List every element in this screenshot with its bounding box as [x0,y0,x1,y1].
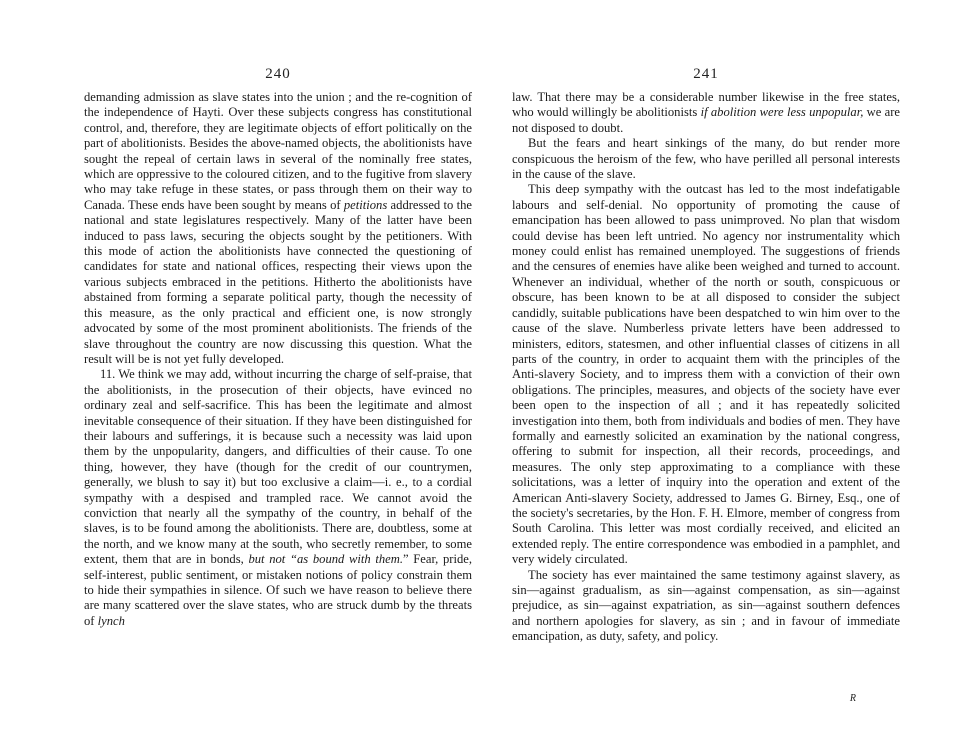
paragraph: The society has ever maintained the same testimony against slavery, as sin—against gradualism, as sin—against compensation, as sin—against prejudice, as sin—against expatriation, as sin—against southern defences and northern apologies for slavery, as sin ; and in favour of immediate emancipation, as duty, safety, and policy. [512,567,900,644]
paragraph: 11. We think we may add, without incurring the charge of self-praise, that the abolitionists, in the prosecution of their objects, have evinced no ordinary zeal and self-sacrifice. This has been the legitimate and almost inevitable consequence of their situation. If they have been distinguished for their labours and sufferings, it is because such a necessity was laid upon them by the unpopularity, dangers, and difficulties of their cause. To one thing, however, they have (though for the credit of our countrymen, generally, we blush to say it) but too exclusive a claim—i. e., to a cordial sympathy with a despised and trampled race. We cannot avoid the conviction that nearly all the sympathy of the country, in behalf of the slaves, is to be found among the abolitionists. There are, doubtless, some at the north, and we know many at the south, who secretly remember, to some extent, them that are in bonds, but not “as bound with them.” Fear, pride, self-interest, public sentiment, or mistaken notions of policy constrain them to hide their sympathies in silence. Of such we have reason to believe there are many scattered over the slave states, who are struck dumb by the threats of lynch [84,367,472,628]
left-page-text [84,90,472,629]
paragraph: demanding admission as slave states into the union ; and the re-cognition of the independence of Hayti. Over these subjects congress has constitutional control, and, therefore, they are legitimate objects of effort politically on the part of abolitionists. Besides the above-named objects, the abolitionists have sought the repeal of certain laws in several of the nominally free states, which are oppressive to the coloured citizen, and to the fugitive from slavery who may take refuge in these states, or pass through them on their way to Canada. These ends have been sought by means of petitions addressed to the national and state legislatures respectively. Many of the latter have been induced to pass laws, securing the objects sought by the petitioners. With this mode of action the abolitionists have connected the questioning of candidates for state and national offices, respecting their views upon the various subjects embraced in the petitions. Hitherto the abolitionists have abstained from forming a separate political party, though the necessity of this measure, as the only practical and efficient one, is now strongly advocated by some of the most prominent abolitionists. The friends of the slave throughout the country are now discussing this question. What the result will be is not yet fully developed. [84,90,472,366]
paragraph: law. That there may be a considerable number likewise in the free states, who would willingly be abolitionists if abolition were less unpopular, we are not disposed to doubt. [512,90,900,135]
right-page-text [512,90,900,645]
paragraph: This deep sympathy with the outcast has led to the most indefatigable labours and self-denial. No opportunity of promoting the cause of emancipation has been allowed to pass unimproved. No plan that wisdom could devise has been left untried. No agency nor instrumentality which money could enlist has remained unemployed. The suggestions of friends and the censures of enemies have alike been weighed and turned to account. Whenever an individual, whether of the north or south, conspicuous or obscure, has been known to be at all disposed to consider the subject candidly, suitable publications have been despatched to win him over to the cause of the slave. Numberless private letters have been addressed to ministers, editors, statesmen, and other influential classes of citizens in all parts of the country, in order to acquaint them with the principles of the Anti-slavery Society, and to impress them with a conviction of their own obligations. The principles, measures, and objects of the society have ever been open to the inspection of all ; and it has repeatedly solicited investigation into them, both from individuals and bodies of men. They have formally and earnestly solicited an examination by the national congress, offering to submit for inspection, all their records, proceedings, and measures. The only step approximating to a compliance with these solicitations, was a letter of inquiry into the operation and extent of the American Anti-slavery Society, addressed to James G. Birney, Esq., one of the society's secretaries, by the Hon. F. H. Elmore, member of congress from South Carolina. This letter was most cordially received, and elicited an extended reply. The entire correspondence was embodied in a pamphlet, and very widely circulated. [512,182,900,567]
signature-mark: R [849,693,856,704]
right-page [512,0,900,745]
page-number-right: 241 [693,66,719,82]
page-number-left: 240 [265,66,291,82]
paragraph: But the fears and heart sinkings of the many, do but render more conspicuous the heroism of the few, who have perilled all personal interests in the cause of the slave. [512,136,900,182]
left-page [84,0,472,745]
